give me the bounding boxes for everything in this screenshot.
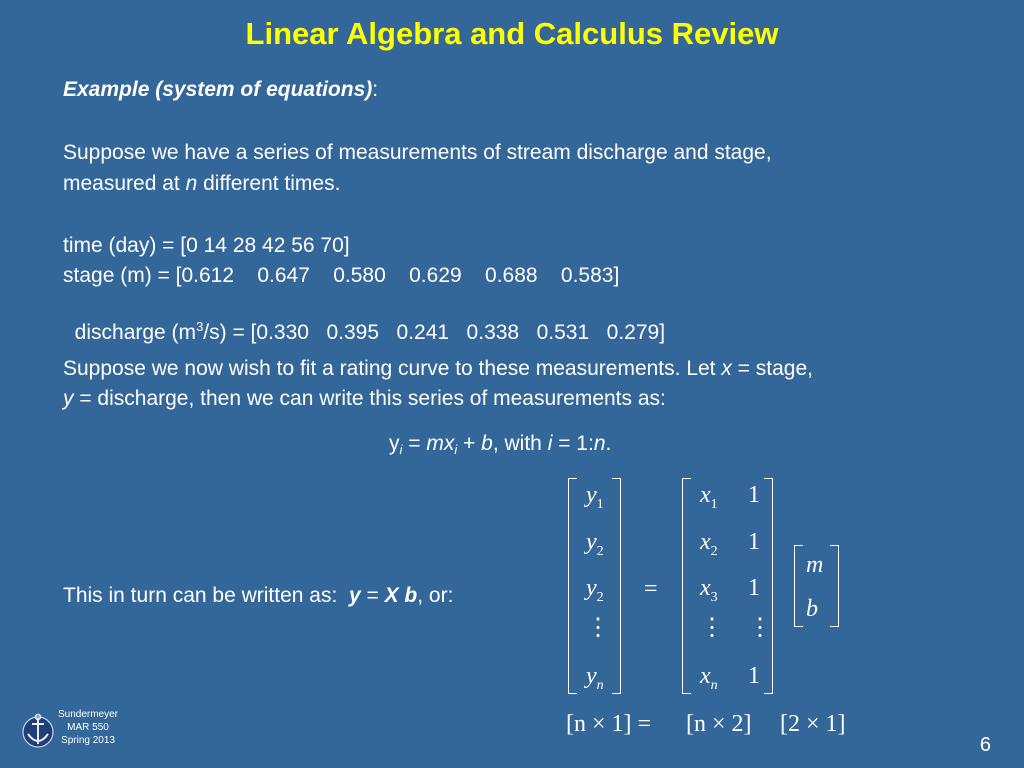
time-line: time (day) = [0 14 28 42 56 70] [63,234,350,257]
dim-right: [2 × 1] [780,711,846,737]
y-entry-subscript: 2 [596,590,604,605]
one-entry-3: 1 [748,575,760,601]
x-entry-subscript: 3 [710,590,718,605]
y-entry-var: y [586,663,597,689]
eq-n: n [593,432,606,455]
x-entry-2 [700,529,718,559]
dim-left: [n × 1] = [566,711,652,737]
y-entry-5 [586,663,604,693]
one-entry-4: ⋮ [748,615,772,641]
eq-y: y [389,432,400,455]
eq-b: b [481,432,493,455]
anchor-seal-icon [20,708,56,752]
intro-n: n [185,172,198,195]
matrix-label-text: This in turn can be written as: [63,584,349,607]
intro-line-1: Suppose we have a series of measurements of stream discharge and stage, [63,141,772,164]
one-entry-5: 1 [748,663,760,689]
y-entry-1 [586,482,604,512]
b-vector-right-bracket [830,545,839,627]
matrix-label [63,583,453,609]
eq-with: , with [492,432,548,455]
linear-equation [389,431,611,457]
eq-plus: + [457,432,482,455]
x-entry-var: x [700,529,711,555]
y-vector-right-bracket [612,478,621,694]
b-vector-left-bracket [794,545,803,627]
x-entry-4 [700,616,724,640]
intro-text-b: different times. [197,172,341,195]
matrix-equals: = [644,576,658,602]
eq-dot: . [605,432,612,455]
eq-mx: mx [426,432,455,455]
example-colon: : [372,78,379,101]
fit-x: x [721,357,732,380]
y-entry-var: y [586,529,597,555]
b-entry-1: m [806,552,824,578]
x-entry-3 [700,575,718,605]
x-entry-var: x [700,575,711,601]
x-matrix-left-bracket [682,478,691,694]
eq-i-sub: i [399,442,403,457]
intro-text-a: measured at [63,172,186,195]
y-entry-subscript: n [596,678,604,693]
fit-line-2 [63,386,666,412]
y-entry-subscript: 1 [596,497,604,512]
x-entry-5 [700,663,718,693]
fit-y: y [63,387,74,410]
fit-text-a: Suppose we now wish to fit a rating curve to these measurements. Let [63,357,722,380]
matrix-label-xb: X b [384,584,418,607]
footer-term: Spring 2013 [61,735,115,746]
y-entry-4 [586,616,610,640]
intro-line-2 [63,171,340,197]
footer-credits [52,708,124,747]
y-entry-2 [586,529,604,559]
stage-line: stage (m) = [0.612 0.647 0.580 0.629 0.688 0.583] [63,264,620,287]
y-entry-subscript: 2 [596,544,604,559]
eq-i: i [547,432,553,455]
x-entry-subscript: 2 [710,544,718,559]
x-entry-var: x [700,663,711,689]
eq-equals: = [402,432,427,455]
x-entry-subscript: 1 [710,497,718,512]
b-entry-2: b [806,596,818,622]
footer-author: Sundermeyer [57,709,119,720]
y-entry-var: ⋮ [586,615,610,641]
one-entry-1: 1 [748,482,760,508]
example-heading [63,77,378,103]
discharge-text-a: discharge (m [74,321,197,344]
x-entry-1 [700,482,718,512]
fit-line-1 [63,356,813,382]
discharge-text-b: /s) = [0.330 0.395 0.241 0.338 0.531 0.279] [203,321,666,344]
fit-text-b: = stage, [731,357,813,380]
fit-text-c: = discharge, then we can write this series of measurements as: [73,387,666,410]
one-entry-2: 1 [748,529,760,555]
y-vector-left-bracket [568,478,577,694]
eq-range: = 1: [552,432,594,455]
page-number: 6 [979,734,991,756]
matrix-label-equals: = [360,584,385,607]
x-matrix-right-bracket [764,478,773,694]
eq-i-sub-2: i [454,442,458,457]
y-entry-var: y [586,575,597,601]
matrix-label-y: y [348,584,361,607]
footer-course: MAR 550 [67,722,109,733]
example-label: Example (system of equations) [63,78,373,101]
discharge-line [63,294,665,346]
x-entry-var: x [700,482,711,508]
y-entry-var: y [586,482,597,508]
x-entry-var: ⋮ [700,615,724,641]
discharge-sup: 3 [196,319,204,334]
dim-mid: [n × 2] [686,711,752,737]
y-entry-3 [586,575,604,605]
matrix-label-or: , or: [417,584,454,607]
x-entry-subscript: n [710,678,718,693]
slide-title: Linear Algebra and Calculus Review [245,16,779,51]
